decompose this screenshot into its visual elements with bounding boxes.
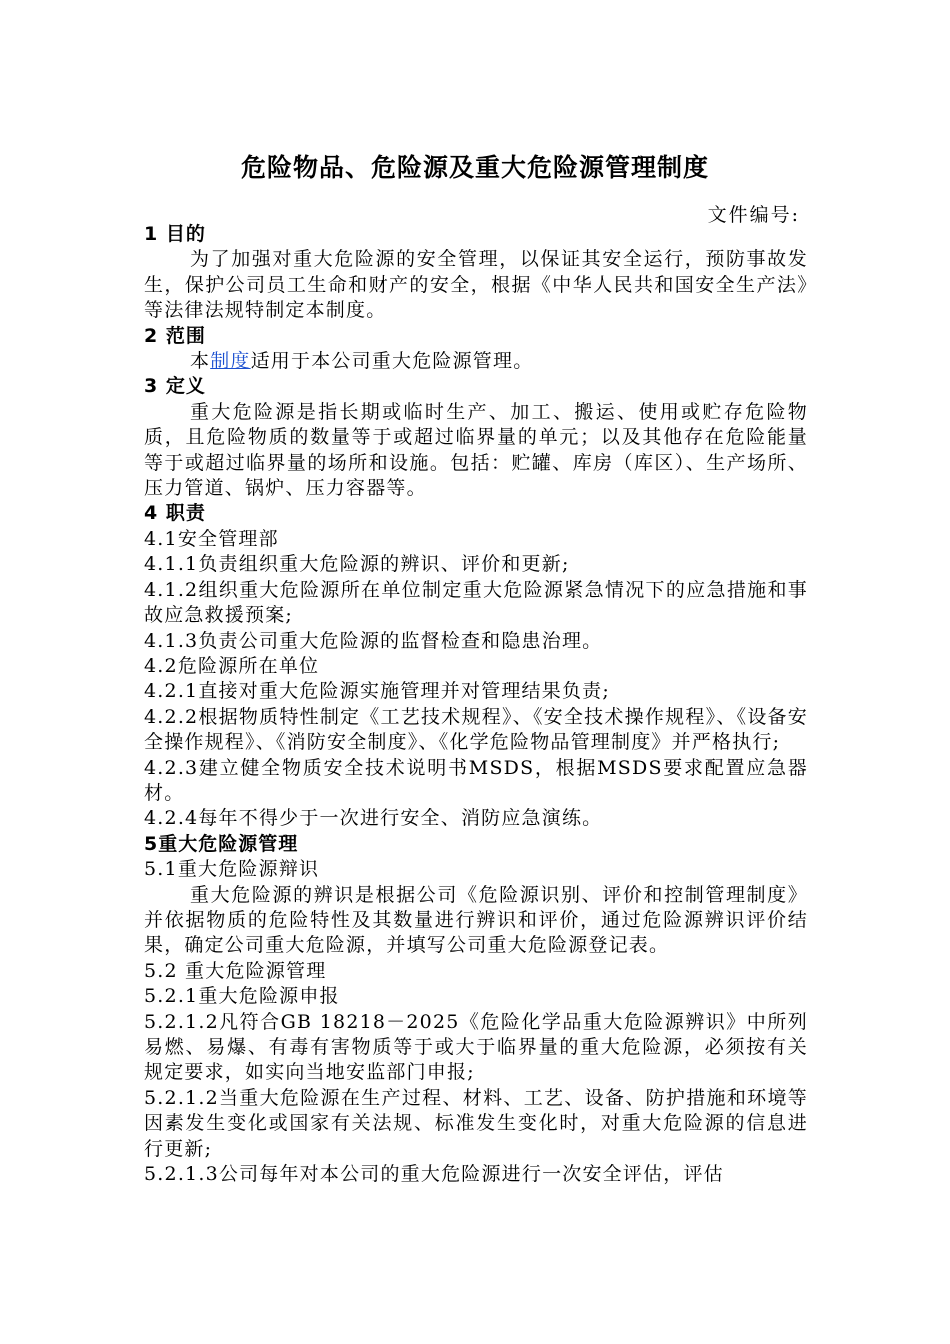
section-2-text-post: 适用于本公司重大危险源管理。 — [250, 350, 534, 373]
section-4-item: 4.2.3建立健全物质安全技术说明书MSDS，根据MSDS要求配置应急器材。 — [144, 756, 808, 804]
section-2-text-pre: 本 — [190, 350, 211, 373]
section-3-heading: 3 定义 — [144, 375, 206, 398]
regulation-link[interactable]: 制度 — [210, 350, 251, 373]
section-5-item: 5.2.1.2当重大危险源在生产过程、材料、工艺、设备、防护措施和环境等因素发生变化或国家有关法规、标准发生变化时，对重大危险源的信息进行更新; — [144, 1086, 808, 1160]
section-4-heading: 4 职责 — [144, 502, 206, 525]
section-4-item: 4.2.4每年不得少于一次进行安全、消防应急演练。 — [144, 807, 603, 830]
section-5-item: 5.2.1.2凡符合GB 18218－2025《危险化学品重大危险源辨识》中所列易燃、易爆、有毒有害物质等于或大于临界量的重大危险源，必须按有关规定要求，如实向当地安监部门申报; — [144, 1010, 808, 1084]
section-5-item: 5.1重大危险源辩识 — [144, 858, 320, 881]
section-5-item: 5.2.1重大危险源申报 — [144, 985, 340, 1008]
document-number-label: 文件编号: — [707, 204, 800, 226]
section-4-item: 4.2危险源所在单位 — [144, 654, 320, 677]
section-4-item: 4.2.1直接对重大危险源实施管理并对管理结果负责; — [144, 680, 610, 703]
section-4-item: 4.2.2根据物质特性制定《工艺技术规程》、《安全技术操作规程》、《设备安全操作规程》、《消防安全制度》、《化学危险物品管理制度》并严格执行; — [144, 705, 808, 754]
section-5-paragraph: 重大危险源的辨识是根据公司《危险源识别、评价和控制管理制度》并依据物质的危险特性及其数量进行辨识和评价，通过危险源辨识评价结果，确定公司重大危险源，并填写公司重大危险源登记表。 — [144, 883, 808, 957]
document-body — [144, 222, 808, 1187]
section-5-item: 5.2 重大危险源管理 — [144, 959, 327, 982]
section-4-item: 4.1.2组织重大危险源所在单位制定重大危险源紧急情况下的应急措施和事故应急救援预案; — [144, 578, 808, 627]
section-4-item: 4.1安全管理部 — [144, 527, 279, 550]
section-1-heading: 1 目的 — [144, 223, 206, 245]
section-4-item: 4.1.3负责公司重大危险源的监督检查和隐患治理。 — [144, 629, 603, 652]
section-3-paragraph: 重大危险源是指长期或临时生产、加工、搬运、使用或贮存危险物质，且危险物质的数量等于或超过临界量的单元；以及其他存在危险能量等于或超过临界量的场所和设施。包括：贮罐、库房（库区）、生产场所、压力管道、锅炉、压力容器等。 — [144, 400, 808, 500]
section-2-paragraph — [144, 349, 808, 374]
section-1-paragraph: 为了加强对重大危险源的安全管理，以保证其安全运行，预防事故发生，保护公司员工生命和财产的安全，根据《中华人民共和国安全生产法》等法律法规特制定本制度。 — [144, 248, 808, 322]
section-5-heading: 5重大危险源管理 — [144, 832, 299, 855]
section-5-item: 5.2.1.3公司每年对本公司的重大危险源进行一次安全评估，评估 — [144, 1163, 724, 1186]
document-title: 危险物品、危险源及重大危险源管理制度 — [240, 153, 709, 182]
section-2-heading: 2 范围 — [144, 324, 206, 347]
section-4-item: 4.1.1负责组织重大危险源的辨识、评价和更新; — [144, 553, 570, 576]
